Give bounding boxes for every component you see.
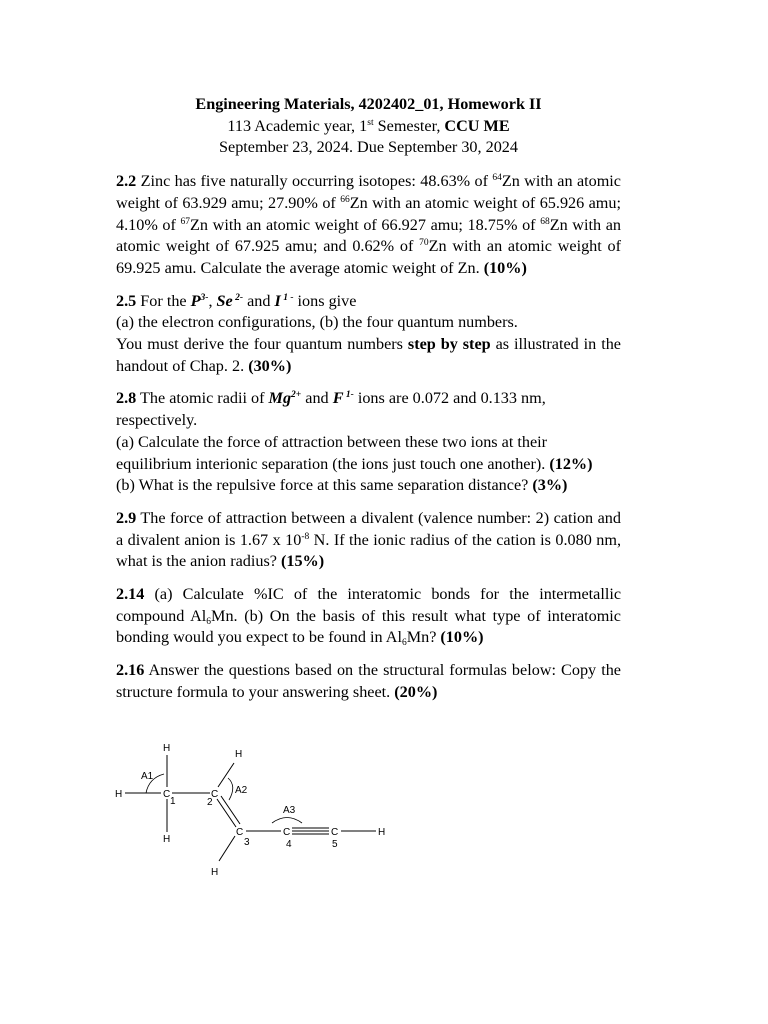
year-text: 113 Academic year, 1 [227,116,368,135]
text: Answer the questions based on the structural formulas below: Copy the structure formula to your answering sheet. [116,661,621,701]
ion: I [274,291,281,310]
isotope-sup: 66 [340,194,350,205]
carbon-number: 3 [244,837,250,848]
subscript: 6 [401,638,407,649]
semester-line [116,116,621,138]
atom-c: C [236,827,244,838]
text: Mn? [406,628,441,647]
document-title: Engineering Materials, 4202402_01, Homework II [195,95,542,113]
text: ions are 0.072 and 0.133 nm, respectively. [116,389,546,430]
problem-2-16 [116,660,621,703]
atom-c: C [163,789,171,800]
exponent-sup: -8 [301,531,310,542]
points: (15%) [280,552,325,571]
atom-c: C [283,827,291,838]
text: The force of attraction between a divalent (valence number: 2) cation and a divalent anion is 1.67 x 10 [116,508,621,549]
carbon-number: 5 [332,839,338,850]
carbon-number: 4 [286,839,292,850]
text: You must derive the four quantum numbers [116,335,408,354]
angle-arc-a3 [272,818,302,824]
problem-number: 2.2 [116,172,137,191]
problem-2-8 [116,388,621,497]
atom-h: H [163,743,171,754]
text: Zn with an atomic weight of 69.925 amu. Calculate the average atomic weight of Zn. [116,237,621,277]
text: Zn with an atomic weight of 65.926 amu; 4.10% of [116,193,621,234]
ion: P [190,291,201,310]
homework-page [116,94,621,715]
angle-label: A1 [141,771,154,782]
text: Zn with an atomic weight of 67.925 amu; and 0.62% of [116,215,621,256]
atom-h: H [211,867,219,878]
text: For the [136,291,191,310]
department: CCU ME [444,116,510,135]
atom-h: H [163,834,171,845]
text: ions give [293,291,357,310]
bond-c3-h [219,836,235,861]
text: (b) What is the repulsive force at this same separation distance? [116,476,533,495]
charge-sup: 2- [232,292,244,303]
text: and [243,291,275,310]
atom-h: H [378,827,386,838]
points: (20%) [394,682,438,701]
atom-h: H [235,749,243,760]
charge-sup: 1 - [280,292,294,303]
semester-text: Semester, [373,116,445,135]
angle-label: A2 [235,785,248,796]
charge-sup: 3- [200,292,209,303]
problem-2-2 [116,171,621,280]
atom-c: C [331,827,339,838]
subquestion: (a) the electron configurations, (b) the four quantum numbers. [116,313,518,332]
text: The atomic radii of [136,389,269,408]
emphasis: step by step [407,335,491,354]
problem-number: 2.16 [116,661,145,680]
problem-2-9 [116,508,621,573]
text: Mn. (b) On the basis of this result what type of interatomic bonding would you expect to be found in Al [116,606,621,647]
text: (a) Calculate %IC of the interatomic bonds for the intermetallic compound Al [116,585,621,625]
problem-number: 2.9 [116,508,137,527]
bond-c2-c3-a [217,799,236,827]
problem-number: 2.5 [116,291,137,310]
text: Zinc has five naturally occurring isotopes: 48.63% of [136,172,493,191]
text: (a) Calculate the force of attraction between these two ions at their equilibrium interionic separation (the ions just touch one another). [116,432,550,473]
ion: Se [216,291,233,310]
text: Zn with an atomic weight of 66.927 amu; 18.75% of [190,215,541,234]
ordinal-sup: st [367,117,374,128]
isotope-sup: 68 [540,216,550,227]
points: (12%) [549,454,593,473]
problem-2-5 [116,291,621,378]
angle-arc-a2 [228,778,233,800]
isotope-sup: 70 [419,238,429,249]
atom-c: C [211,789,219,800]
points: (30%) [248,356,292,375]
angle-label: A3 [283,805,296,816]
text: N. If the ionic radius of the cation is 0.080 nm, what is the anion radius? [116,530,622,571]
subscript: 6 [206,616,212,627]
dates-line: September 23, 2024. Due September 30, 2024 [219,138,518,157]
points: (10%) [483,258,527,277]
text: Zn with an atomic weight of 63.929 amu; 27.90% of [116,172,621,212]
points: (10%) [440,628,484,647]
text: as illustrated in the handout of Chap. 2. [116,335,621,375]
bond-c2-c3-b [221,796,240,824]
problem-2-14 [116,584,621,649]
ion: F [332,389,344,408]
carbon-number: 1 [170,796,176,807]
charge-sup: 2+ [291,390,302,401]
subquestion-b [116,475,621,497]
text: and [301,389,333,408]
isotope-sup: 67 [180,216,191,227]
points: (3%) [532,476,568,495]
carbon-number: 2 [207,797,213,808]
atom-h: H [115,789,123,800]
problem-number: 2.14 [116,585,145,604]
problem-number: 2.8 [116,389,137,408]
header [116,94,621,159]
text: , [208,291,217,310]
structural-formula [110,738,410,883]
subquestion-a [116,432,621,475]
isotope-sup: 64 [492,173,502,184]
ion: Mg [268,389,292,408]
charge-sup: 1- [343,390,354,401]
